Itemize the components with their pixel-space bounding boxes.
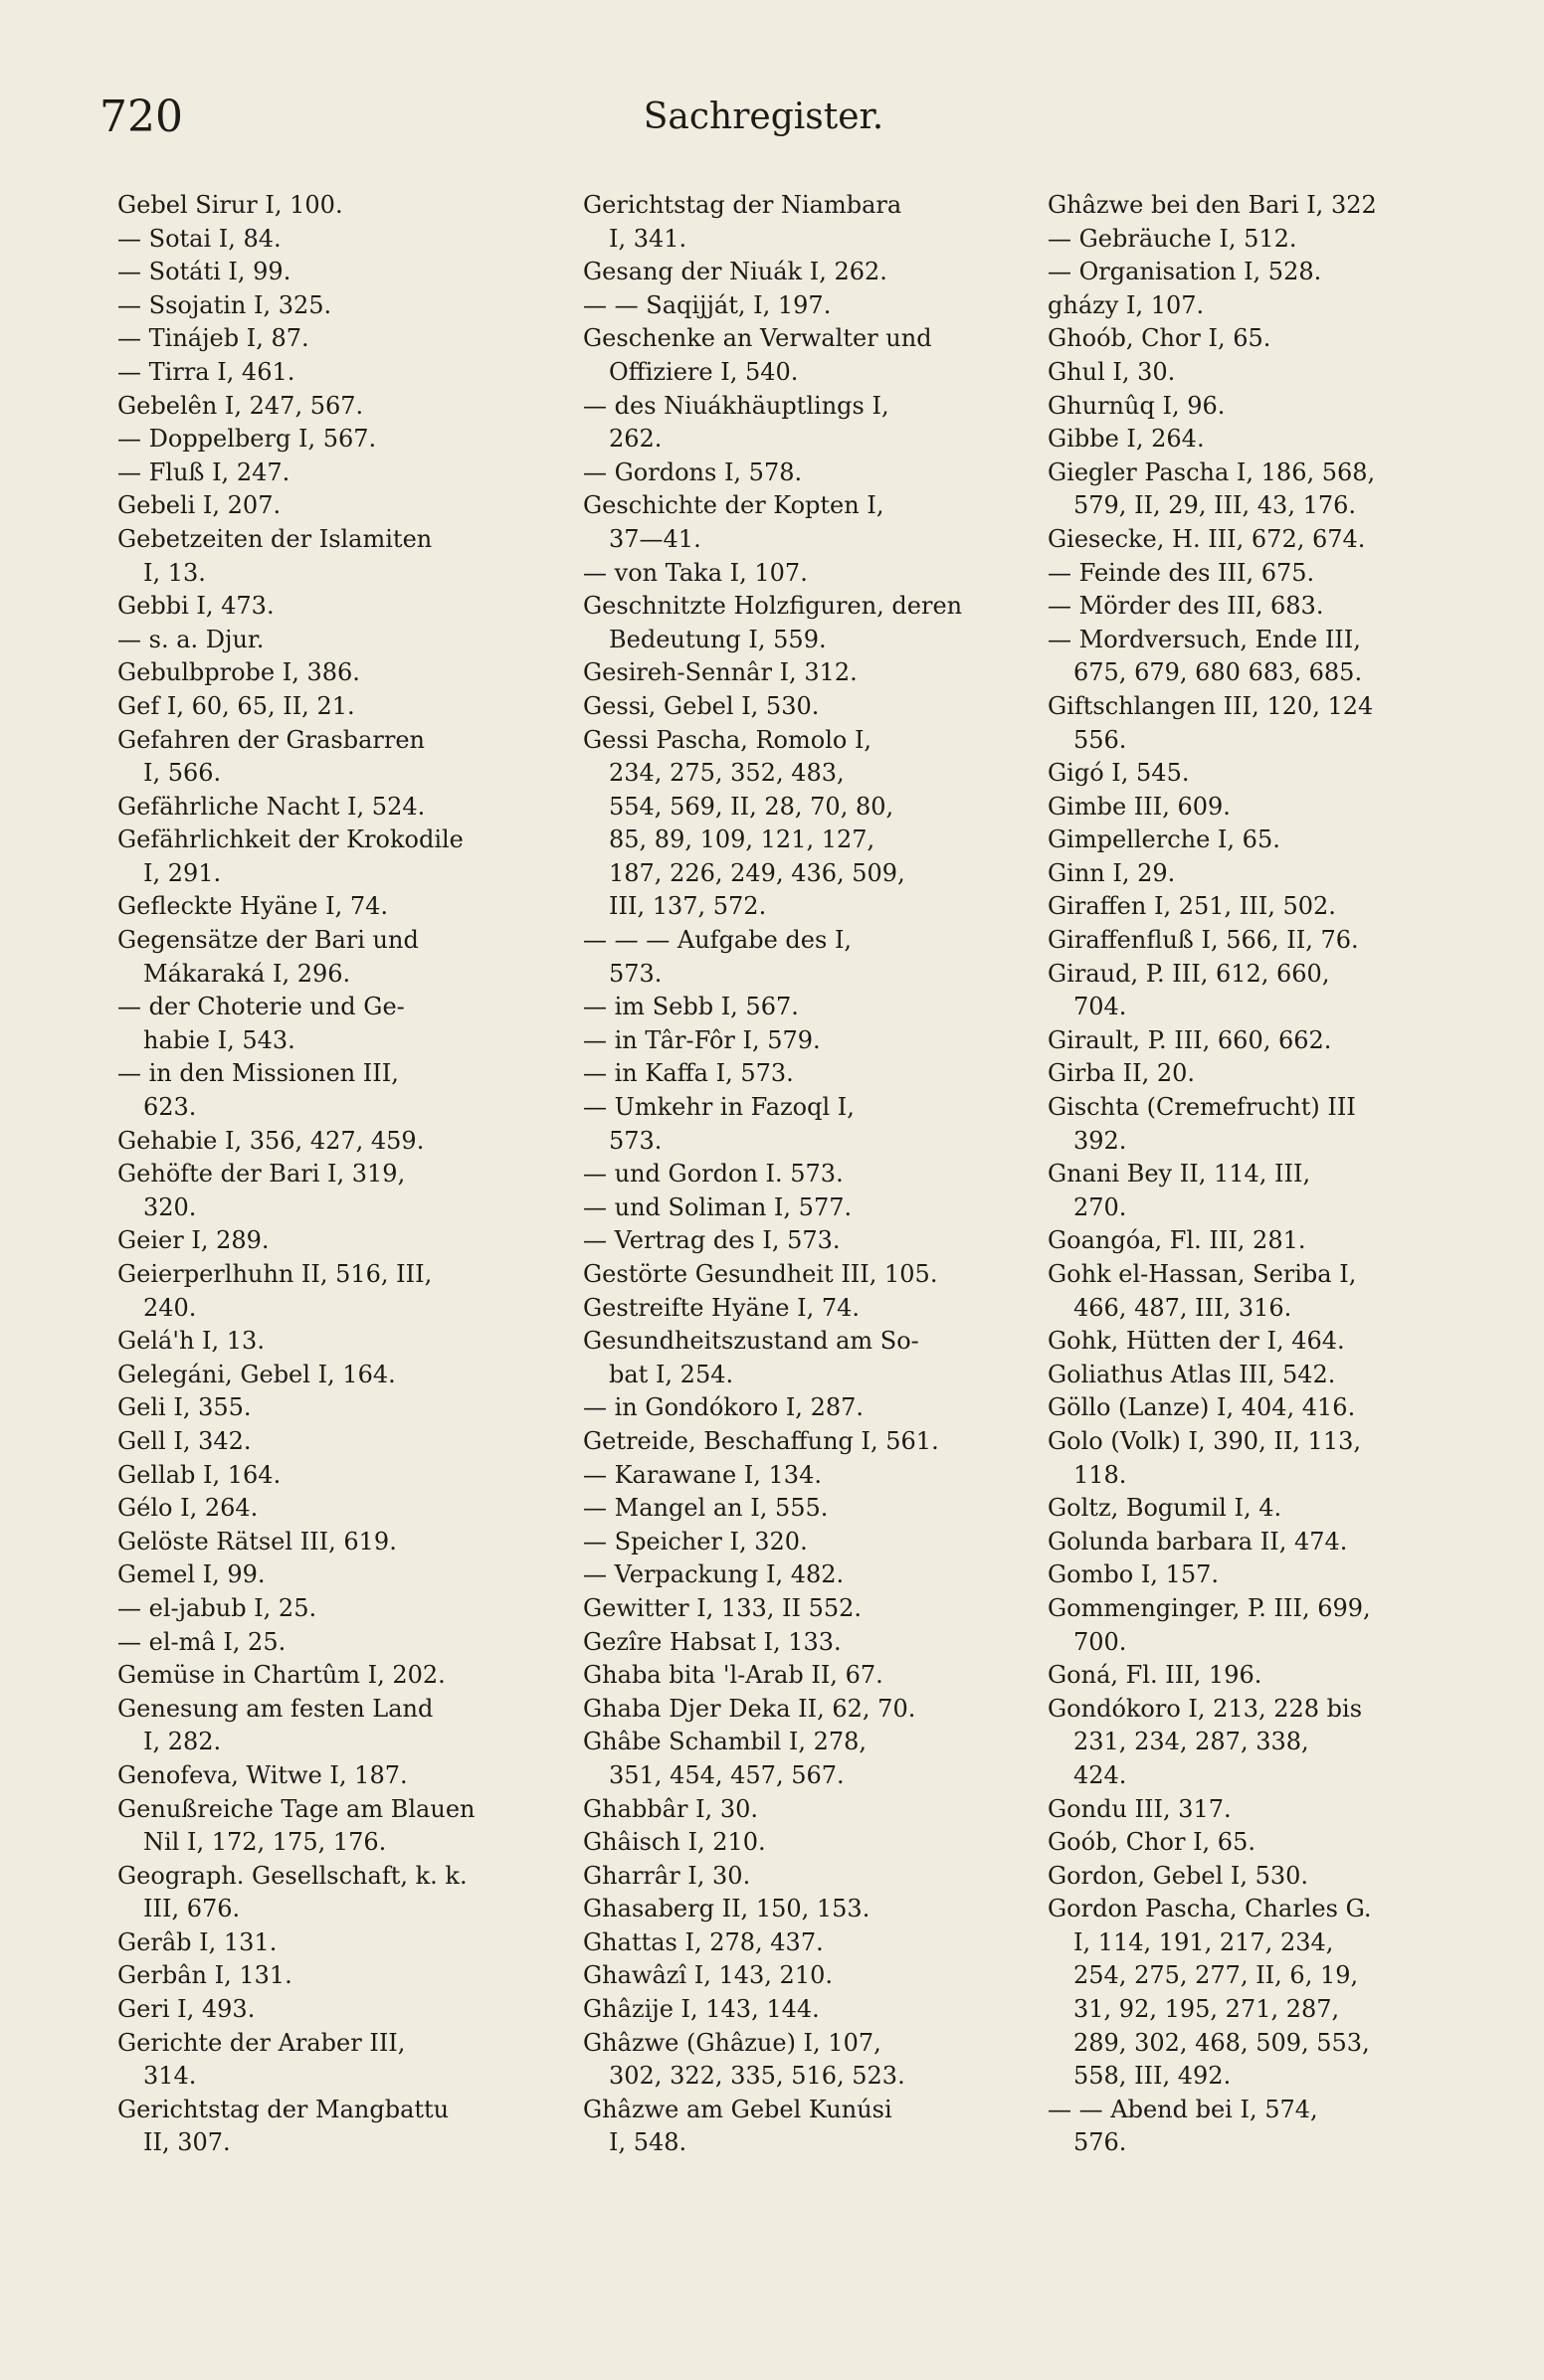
index-entry: Gellab I, 164.: [117, 1460, 282, 1489]
index-entry: Gessi, Gebel I, 530.: [583, 691, 820, 720]
index-entry: Ghaba Djer Deka II, 62, 70.: [583, 1694, 916, 1723]
index-entry-continuation: 37—41.: [609, 524, 701, 553]
index-entry: Gemel I, 99.: [117, 1560, 266, 1589]
index-entry: Gesundheitszustand am So-: [583, 1327, 919, 1356]
index-entry: Gebetzeiten der Islamiten: [117, 524, 433, 553]
index-entry-continuation: 85, 89, 109, 121, 127,: [609, 825, 875, 854]
index-entry: Gelegáni, Gebel I, 164.: [117, 1360, 396, 1388]
index-entry: — Verpackung I, 482.: [583, 1560, 845, 1589]
index-entry: — Mordversuch, Ende III,: [1048, 625, 1361, 653]
index-entry: Giraffen I, 251, III, 502.: [1048, 892, 1336, 921]
index-entry-continuation: III, 137, 572.: [609, 892, 767, 921]
index-entry: Gerâb I, 131.: [117, 1927, 278, 1956]
index-entry-continuation: I, 548.: [609, 2128, 687, 2157]
index-entry: Geschichte der Kopten I,: [583, 491, 884, 520]
index-entry-continuation: 234, 275, 352, 483,: [609, 759, 845, 788]
index-entry: Gestörte Gesundheit III, 105.: [583, 1260, 938, 1288]
index-entry: Gesang der Niuák I, 262.: [583, 258, 887, 286]
index-entry: — im Sebb I, 567.: [583, 993, 799, 1021]
index-entry: Gélo I, 264.: [117, 1494, 259, 1523]
index-entry: — Gebräuche I, 512.: [1048, 224, 1297, 253]
index-entry: Gestreifte Hyäne I, 74.: [583, 1293, 861, 1322]
index-entry-continuation: 254, 275, 277, II, 6, 19,: [1073, 1961, 1359, 1990]
index-entry-continuation: 704.: [1073, 993, 1127, 1021]
index-entry: Gimbe III, 609.: [1048, 792, 1231, 821]
index-entry: Gesireh-Sennâr I, 312.: [583, 658, 858, 687]
index-entry-continuation: II, 307.: [143, 2128, 231, 2157]
index-entry: Geier I, 289.: [117, 1226, 270, 1255]
index-entry: Gischta (Cremefrucht) III: [1048, 1093, 1356, 1122]
index-entry: — Doppelberg I, 567.: [117, 425, 377, 454]
index-entry: — der Choterie und Ge-: [117, 993, 405, 1021]
index-entry-continuation: 576.: [1073, 2128, 1127, 2157]
index-entry: Gell I, 342.: [117, 1426, 252, 1455]
index-entry: — Gordons I, 578.: [583, 458, 803, 486]
index-entry: Gommenginger, P. III, 699,: [1048, 1593, 1371, 1622]
index-entry-continuation: 289, 302, 468, 509, 553,: [1073, 2028, 1370, 2057]
index-entry: — in Gondókoro I, 287.: [583, 1393, 864, 1422]
index-entry-continuation: habie I, 543.: [143, 1025, 295, 1054]
index-entry: Gordon Pascha, Charles G.: [1048, 1895, 1372, 1923]
index-entry-continuation: 187, 226, 249, 436, 509,: [609, 858, 905, 887]
index-entry: Girault, P. III, 660, 662.: [1048, 1025, 1332, 1054]
index-entry: Gefahren der Grasbarren: [117, 725, 425, 754]
index-entry: Gebbi I, 473.: [117, 592, 275, 621]
index-entry: — Feinde des III, 675.: [1048, 558, 1315, 587]
index-entry-continuation: Offiziere I, 540.: [609, 357, 799, 386]
index-entry: — in Târ-Fôr I, 579.: [583, 1025, 821, 1054]
index-entry: Gessi Pascha, Romolo I,: [583, 725, 872, 754]
index-entry: Ghâzije I, 143, 144.: [583, 1995, 820, 2024]
index-entry-continuation: I, 114, 191, 217, 234,: [1073, 1927, 1334, 1956]
index-entry: Ghoób, Chor I, 65.: [1048, 324, 1271, 353]
index-entry: — Tinájeb I, 87.: [117, 324, 309, 353]
index-entry: Gebeli I, 207.: [117, 491, 282, 520]
index-entry: Ghâzwe bei den Bari I, 322: [1048, 191, 1377, 219]
index-entry: Geri I, 493.: [117, 1995, 256, 2024]
index-entry: Ghâisch I, 210.: [583, 1828, 766, 1857]
page-header: [99, 88, 1428, 147]
index-entry: Giegler Pascha I, 186, 568,: [1048, 458, 1376, 486]
index-entry: — Ssojatin I, 325.: [117, 290, 332, 319]
index-entry: — Organisation I, 528.: [1048, 258, 1322, 286]
index-entry-continuation: I, 282.: [143, 1728, 222, 1756]
index-column-3: [1048, 189, 1475, 2160]
index-entry-continuation: 231, 234, 287, 338,: [1073, 1728, 1309, 1756]
index-entry: Girba II, 20.: [1048, 1059, 1196, 1088]
index-entry: Gharrâr I, 30.: [583, 1861, 751, 1890]
index-entry: gházy I, 107.: [1048, 290, 1205, 319]
index-entry: Geograph. Gesellschaft, k. k.: [117, 1861, 468, 1890]
index-entry-continuation: 558, III, 492.: [1073, 2062, 1232, 2091]
index-entry: Getreide, Beschaffung I, 561.: [583, 1426, 939, 1455]
index-entry: — Sotáti I, 99.: [117, 258, 291, 286]
index-entry: Ghâzwe am Gebel Kunúsi: [583, 2095, 892, 2123]
index-entry: Giftschlangen III, 120, 124: [1048, 691, 1374, 720]
index-entry-continuation: bat I, 254.: [609, 1360, 734, 1388]
index-entry: Gewitter I, 133, II 552.: [583, 1593, 863, 1622]
index-entry-continuation: 579, II, 29, III, 43, 176.: [1073, 491, 1357, 520]
index-entry: Gerichtstag der Mangbattu: [117, 2095, 450, 2123]
index-entry: Gimpellerche I, 65.: [1048, 825, 1280, 854]
index-entry-continuation: 424.: [1073, 1760, 1127, 1789]
index-entry: Giraud, P. III, 612, 660,: [1048, 959, 1330, 988]
index-entry: — Sotai I, 84.: [117, 224, 282, 253]
index-entry: — Vertrag des I, 573.: [583, 1226, 841, 1255]
index-entry: Giraffenfluß I, 566, II, 76.: [1048, 926, 1359, 955]
index-entry-continuation: 351, 454, 457, 567.: [609, 1760, 845, 1789]
index-entry-continuation: 320.: [143, 1192, 197, 1221]
index-entry: Gefleckte Hyäne I, 74.: [117, 892, 389, 921]
index-entry: — von Taka I, 107.: [583, 558, 808, 587]
index-column-2: [583, 189, 1011, 2160]
index-entry: Göllo (Lanze) I, 404, 416.: [1048, 1393, 1356, 1422]
index-entry: — Mangel an I, 555.: [583, 1494, 829, 1523]
index-entry: Giesecke, H. III, 672, 674.: [1048, 524, 1366, 553]
index-entry: — und Soliman I, 577.: [583, 1192, 853, 1221]
index-entry: — des Niuákhäuptlings I,: [583, 391, 889, 420]
index-entry: Ghattas I, 278, 437.: [583, 1927, 824, 1956]
index-entry: — in Kaffa I, 573.: [583, 1059, 794, 1088]
index-entry: Ghâbe Schambil I, 278,: [583, 1728, 868, 1756]
index-entry: Gerbân I, 131.: [117, 1961, 292, 1990]
index-entry: Gehöfte der Bari I, 319,: [117, 1160, 406, 1189]
index-entry: Genofeva, Witwe I, 187.: [117, 1760, 408, 1789]
index-entry: Gohk, Hütten der I, 464.: [1048, 1327, 1345, 1356]
index-entry: Geierperlhuhn II, 516, III,: [117, 1260, 433, 1288]
running-title: Sachregister.: [643, 96, 884, 137]
index-entry: Gibbe I, 264.: [1048, 425, 1205, 454]
index-entry: Goób, Chor I, 65.: [1048, 1828, 1255, 1857]
index-entry: Golo (Volk) I, 390, II, 113,: [1048, 1426, 1361, 1455]
index-entry-continuation: 118.: [1073, 1460, 1127, 1489]
index-entry: Goná, Fl. III, 196.: [1048, 1661, 1262, 1690]
index-entry: — el-mâ I, 25.: [117, 1627, 287, 1656]
index-entry: Gefährliche Nacht I, 524.: [117, 792, 426, 821]
index-entry-continuation: 392.: [1073, 1126, 1127, 1155]
index-entry: — — — Aufgabe des I,: [583, 926, 853, 955]
index-entry: — Speicher I, 320.: [583, 1527, 808, 1556]
index-entry-continuation: 573.: [609, 959, 663, 988]
index-entry-continuation: Bedeutung I, 559.: [609, 625, 827, 653]
index-entry: Ghaba bita 'l-Arab II, 67.: [583, 1661, 883, 1690]
index-entry: Gelöste Rätsel III, 619.: [117, 1527, 397, 1556]
index-entry-continuation: I, 291.: [143, 858, 222, 887]
index-entry-continuation: I, 341.: [609, 224, 687, 253]
index-entry-continuation: 573.: [609, 1126, 663, 1155]
index-entry: Genußreiche Tage am Blauen: [117, 1794, 476, 1823]
index-entry-continuation: 554, 569, II, 28, 70, 80,: [609, 792, 894, 821]
index-entry: Gebel Sirur I, 100.: [117, 191, 343, 219]
index-entry: — Fluß I, 247.: [117, 458, 290, 486]
index-entry: Ghawâzî I, 143, 210.: [583, 1961, 833, 1990]
index-entry-continuation: I, 566.: [143, 759, 222, 788]
index-entry: Ginn I, 29.: [1048, 858, 1176, 887]
index-entry: — — Saqijját, I, 197.: [583, 290, 832, 319]
index-entry: — in den Missionen III,: [117, 1059, 399, 1088]
index-entry: — — Abend bei I, 574,: [1048, 2095, 1318, 2123]
index-entry-continuation: 623.: [143, 1093, 197, 1122]
index-entry: Gerichte der Araber III,: [117, 2028, 406, 2057]
index-entry-continuation: 240.: [143, 1293, 197, 1322]
page-number: 720: [99, 92, 183, 142]
index-entry: Gordon, Gebel I, 530.: [1048, 1861, 1309, 1890]
index-entry: Ghurnûq I, 96.: [1048, 391, 1226, 420]
index-entry: Golunda barbara II, 474.: [1048, 1527, 1348, 1556]
index-entry: Gefährlichkeit der Krokodile: [117, 825, 464, 854]
index-entry: Gigó I, 545.: [1048, 759, 1190, 788]
index-entry: Gezîre Habsat I, 133.: [583, 1627, 842, 1656]
index-entry: Ghabbâr I, 30.: [583, 1794, 758, 1823]
index-entry: Geschenke an Verwalter und: [583, 324, 932, 353]
index-entry: Gombo I, 157.: [1048, 1560, 1219, 1589]
index-entry-continuation: 314.: [143, 2062, 197, 2091]
index-column-1: [117, 189, 545, 2160]
index-entry: — Karawane I, 134.: [583, 1460, 822, 1489]
index-entry: Geli I, 355.: [117, 1393, 252, 1422]
index-entry: Ghâzwe (Ghâzue) I, 107,: [583, 2028, 881, 2057]
index-entry: Goangóa, Fl. III, 281.: [1048, 1226, 1306, 1255]
index-entry-continuation: Nil I, 172, 175, 176.: [143, 1828, 387, 1857]
index-entry-continuation: 675, 679, 680 683, 685.: [1073, 658, 1363, 687]
index-entry: Gnani Bey II, 114, III,: [1048, 1160, 1311, 1189]
index-entry: Gemüse in Chartûm I, 202.: [117, 1661, 446, 1690]
index-entry-continuation: III, 676.: [143, 1895, 241, 1923]
index-entry: — Mörder des III, 683.: [1048, 592, 1324, 621]
index-entry: — Tirra I, 461.: [117, 357, 295, 386]
index-entry: Gelá'h I, 13.: [117, 1327, 265, 1356]
index-entry: Ghul I, 30.: [1048, 357, 1176, 386]
index-entry-continuation: I, 13.: [143, 558, 206, 587]
index-entry: Ghasaberg II, 150, 153.: [583, 1895, 870, 1923]
index-entry: — s. a. Djur.: [117, 625, 265, 653]
index-entry-continuation: Mákaraká I, 296.: [143, 959, 351, 988]
index-entry-continuation: 466, 487, III, 316.: [1073, 1293, 1292, 1322]
index-entry: Gehabie I, 356, 427, 459.: [117, 1126, 425, 1155]
index-entry: Gerichtstag der Niambara: [583, 191, 902, 219]
index-entry: Genesung am festen Land: [117, 1694, 434, 1723]
index-entry: — Umkehr in Fazoql I,: [583, 1093, 855, 1122]
index-entry-continuation: 700.: [1073, 1627, 1127, 1656]
index-entry-continuation: 270.: [1073, 1192, 1127, 1221]
index-entry-continuation: 31, 92, 195, 271, 287,: [1073, 1995, 1340, 2024]
index-entry: — el-jabub I, 25.: [117, 1593, 317, 1622]
index-entry: Geschnitzte Holzfiguren, deren: [583, 592, 963, 621]
index-entry: Goltz, Bogumil I, 4.: [1048, 1494, 1282, 1523]
index-entry: Goliathus Atlas III, 542.: [1048, 1360, 1336, 1388]
index-entry: Gohk el-Hassan, Seriba I,: [1048, 1260, 1357, 1288]
index-entry-continuation: 556.: [1073, 725, 1127, 754]
index-entry-continuation: 302, 322, 335, 516, 523.: [609, 2062, 905, 2091]
index-entry: Gondókoro I, 213, 228 bis: [1048, 1694, 1363, 1723]
index-entry: — und Gordon I. 573.: [583, 1160, 844, 1189]
index-entry: Gondu III, 317.: [1048, 1794, 1232, 1823]
index-entry: Gegensätze der Bari und: [117, 926, 419, 955]
index-entry: Gebulbprobe I, 386.: [117, 658, 360, 687]
index-entry: Gef I, 60, 65, II, 21.: [117, 691, 355, 720]
index-entry: Gebelên I, 247, 567.: [117, 391, 364, 420]
index-entry-continuation: 262.: [609, 425, 663, 454]
